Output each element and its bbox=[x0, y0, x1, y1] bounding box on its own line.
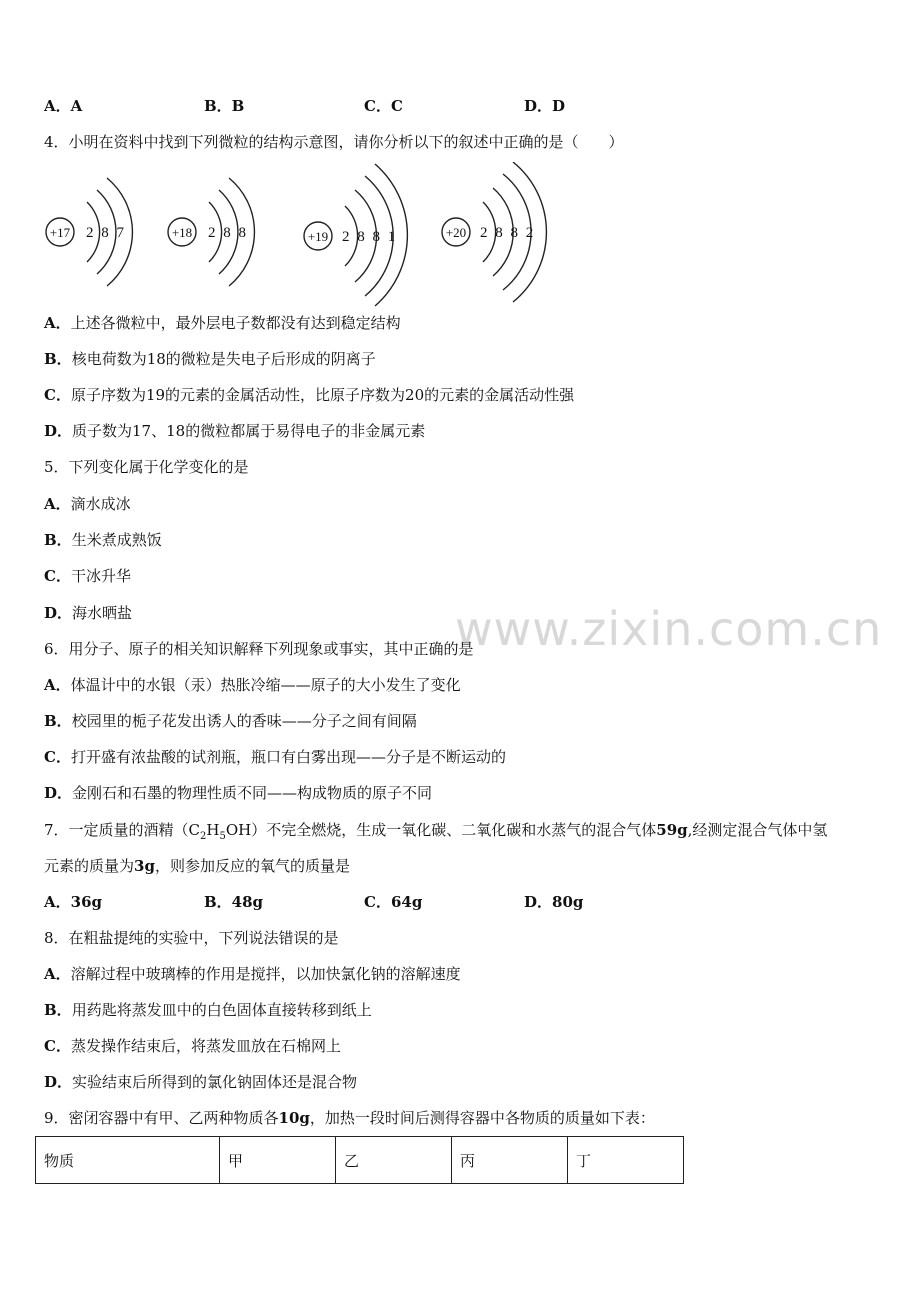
q7-option-c: C．64g bbox=[364, 893, 423, 911]
q7-option-b: B．48g bbox=[204, 893, 264, 911]
q7-options bbox=[44, 892, 744, 912]
nucleus-label-3: +19 bbox=[307, 229, 329, 244]
q6-option-d: D．金刚石和石墨的物理性质不同——构成物质的原子不同 bbox=[44, 784, 433, 802]
table-header-cell: 丁 bbox=[568, 1137, 684, 1184]
q9-stem: 9．密闭容器中有甲、乙两种物质各10g，加热一段时间后测得容器中各物质的质量如下表： bbox=[44, 1109, 655, 1127]
q3-option-d: D．D bbox=[524, 97, 566, 115]
q5-option-d: D．海水晒盐 bbox=[44, 604, 133, 622]
q6-stem: 6．用分子、原子的相关知识解释下列现象或事实，其中正确的是 bbox=[44, 640, 474, 658]
electron-label-4: 2 8 8 2 bbox=[480, 225, 534, 241]
q8-stem: 8．在粗盐提纯的实验中，下列说法错误的是 bbox=[44, 929, 339, 947]
q3-option-a: A．A bbox=[44, 97, 83, 115]
q7-option-a: A．36g bbox=[44, 893, 103, 911]
q5-option-b: B．生米煮成熟饭 bbox=[44, 531, 162, 549]
table-header-cell: 物质 bbox=[36, 1137, 220, 1184]
q8-option-a: A．溶解过程中玻璃棒的作用是搅拌，以加快氯化钠的溶解速度 bbox=[44, 965, 461, 983]
q8-option-d: D．实验结束后所得到的氯化钠固体还是混合物 bbox=[44, 1073, 358, 1091]
nucleus-label-1: +17 bbox=[49, 225, 71, 240]
q5-option-a: A．滴水成冰 bbox=[44, 495, 131, 513]
q6-option-c: C．打开盛有浓盐酸的试剂瓶，瓶口有白雾出现——分子是不断运动的 bbox=[44, 748, 506, 766]
q8-option-c: C．蒸发操作结束后，将蒸发皿放在石棉网上 bbox=[44, 1037, 341, 1055]
q4-option-d: D．质子数为17、18的微粒都属于易得电子的非金属元素 bbox=[44, 422, 426, 440]
table-header-cell: 乙 bbox=[336, 1137, 452, 1184]
electron-label-2: 2 8 8 bbox=[208, 225, 246, 241]
mass-table bbox=[35, 1136, 684, 1184]
table-header-cell: 丙 bbox=[452, 1137, 568, 1184]
nucleus-label-2: +18 bbox=[171, 225, 193, 240]
q3-option-b: B．B bbox=[204, 97, 245, 115]
q6-option-b: B．校园里的栀子花发出诱人的香味——分子之间有间隔 bbox=[44, 712, 417, 730]
atom-structure-diagrams bbox=[40, 162, 560, 307]
q7-stem-line2: 元素的质量为3g，则参加反应的氧气的质量是 bbox=[44, 857, 350, 875]
table-row bbox=[36, 1137, 684, 1184]
q5-option-c: C．干冰升华 bbox=[44, 567, 131, 585]
q4-option-c: C．原子序数为19的元素的金属活动性，比原子序数为20的元素的金属活动性强 bbox=[44, 386, 575, 404]
electron-label-1: 2 8 7 bbox=[86, 225, 124, 241]
table-header-cell: 甲 bbox=[220, 1137, 336, 1184]
q5-stem: 5．下列变化属于化学变化的是 bbox=[44, 458, 249, 476]
q3-option-c: C．C bbox=[364, 97, 403, 115]
q4-option-b: B．核电荷数为18的微粒是失电子后形成的阴离子 bbox=[44, 350, 376, 368]
nucleus-label-4: +20 bbox=[445, 225, 467, 240]
q4-stem: 4．小明在资料中找到下列微粒的结构示意图，请你分析以下的叙述中正确的是（ ） bbox=[44, 133, 624, 151]
q7-option-d: D．80g bbox=[524, 893, 584, 911]
electron-label-3: 2 8 8 1 bbox=[342, 229, 396, 245]
q8-option-b: B．用药匙将蒸发皿中的白色固体直接转移到纸上 bbox=[44, 1001, 372, 1019]
q6-option-a: A．体温计中的水银（汞）热胀冷缩——原子的大小发生了变化 bbox=[44, 676, 461, 694]
q4-option-a: A．上述各微粒中，最外层电子数都没有达到稳定结构 bbox=[44, 314, 401, 332]
q3-options bbox=[44, 96, 744, 116]
watermark: www.zixin.com.cn bbox=[455, 602, 883, 656]
q7-stem-line1: 7．一定质量的酒精$(C_2H_5OH)$不完全燃烧，生成一氧化碳、二氧化碳和水蒸气的混合气体59g,经测定混合气体中氢 bbox=[44, 821, 828, 842]
